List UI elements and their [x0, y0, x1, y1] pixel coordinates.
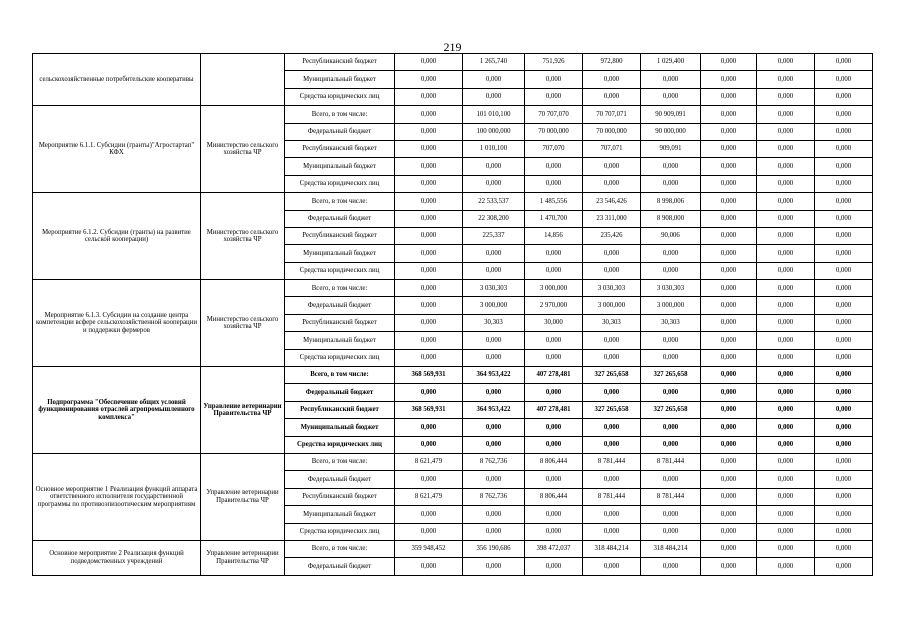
funding-source-cell: Республиканский бюджет — [285, 314, 395, 331]
amount-cell: 0,000 — [525, 506, 583, 523]
amount-cell: 0,000 — [525, 436, 583, 453]
amount-cell: 0,000 — [463, 436, 525, 453]
table-row — [33, 453, 873, 470]
amount-cell: 0,000 — [641, 506, 701, 523]
amount-cell: 0,000 — [395, 245, 463, 262]
amount-cell: 0,000 — [463, 419, 525, 436]
amount-cell: 751,926 — [525, 54, 583, 71]
amount-cell: 0,000 — [757, 506, 815, 523]
amount-cell: 972,800 — [583, 54, 641, 71]
funding-source-cell: Федеральный бюджет — [285, 210, 395, 227]
amount-cell: 70 000,000 — [525, 123, 583, 140]
amount-cell: 8 806,444 — [525, 488, 583, 505]
funding-source-cell: Федеральный бюджет — [285, 297, 395, 314]
funding-source-cell: Федеральный бюджет — [285, 558, 395, 575]
amount-cell: 0,000 — [815, 453, 873, 470]
amount-cell: 0,000 — [525, 158, 583, 175]
amount-cell: 22 308,200 — [463, 210, 525, 227]
amount-cell: 0,000 — [583, 349, 641, 366]
amount-cell: 364 953,422 — [463, 401, 525, 418]
amount-cell: 0,000 — [815, 471, 873, 488]
amount-cell: 1 470,700 — [525, 210, 583, 227]
amount-cell: 0,000 — [815, 280, 873, 297]
amount-cell: 0,000 — [525, 419, 583, 436]
amount-cell: 0,000 — [641, 175, 701, 192]
amount-cell: 0,000 — [757, 123, 815, 140]
funding-source-cell: Всего, в том числе: — [285, 106, 395, 123]
amount-cell: 2 970,000 — [525, 297, 583, 314]
amount-cell: 0,000 — [815, 384, 873, 401]
table-row — [33, 367, 873, 384]
amount-cell: 0,000 — [395, 158, 463, 175]
amount-cell: 0,000 — [815, 158, 873, 175]
amount-cell: 0,000 — [757, 558, 815, 575]
funding-source-cell: Средства юридических лиц — [285, 262, 395, 279]
amount-cell: 0,000 — [815, 262, 873, 279]
amount-cell: 30,303 — [463, 314, 525, 331]
executor-cell: Управление ветеринарии Правительства ЧР — [201, 367, 285, 454]
amount-cell: 0,000 — [701, 471, 757, 488]
amount-cell: 327 265,658 — [583, 367, 641, 384]
amount-cell: 0,000 — [701, 123, 757, 140]
amount-cell: 0,000 — [583, 245, 641, 262]
amount-cell: 8 762,736 — [463, 488, 525, 505]
event-name-cell: Мероприятие 6.1.2. Субсидии (гранты) на развитие сельской кооперации) — [33, 193, 201, 280]
amount-cell: 0,000 — [641, 332, 701, 349]
amount-cell: 8 621,479 — [395, 488, 463, 505]
amount-cell: 8 781,444 — [641, 488, 701, 505]
amount-cell: 0,000 — [701, 453, 757, 470]
amount-cell: 398 472,037 — [525, 540, 583, 557]
amount-cell: 23 311,000 — [583, 210, 641, 227]
amount-cell: 30,303 — [641, 314, 701, 331]
amount-cell: 0,000 — [583, 88, 641, 105]
amount-cell: 0,000 — [701, 506, 757, 523]
amount-cell: 0,000 — [757, 54, 815, 71]
amount-cell: 1 485,556 — [525, 193, 583, 210]
amount-cell: 0,000 — [701, 106, 757, 123]
amount-cell: 0,000 — [525, 471, 583, 488]
amount-cell: 0,000 — [757, 367, 815, 384]
amount-cell: 0,000 — [757, 540, 815, 557]
amount-cell: 0,000 — [757, 262, 815, 279]
amount-cell: 0,000 — [641, 558, 701, 575]
amount-cell: 0,000 — [757, 523, 815, 540]
table-row — [33, 106, 873, 123]
funding-source-cell: Всего, в том числе: — [285, 453, 395, 470]
table-row — [33, 540, 873, 557]
amount-cell: 0,000 — [757, 314, 815, 331]
amount-cell: 0,000 — [395, 71, 463, 88]
amount-cell: 0,000 — [757, 297, 815, 314]
amount-cell: 0,000 — [757, 419, 815, 436]
funding-source-cell: Республиканский бюджет — [285, 54, 395, 71]
amount-cell: 0,000 — [583, 71, 641, 88]
amount-cell: 0,000 — [463, 558, 525, 575]
amount-cell: 0,000 — [641, 262, 701, 279]
amount-cell: 0,000 — [641, 88, 701, 105]
amount-cell: 0,000 — [395, 436, 463, 453]
amount-cell: 0,000 — [757, 488, 815, 505]
amount-cell: 0,000 — [815, 349, 873, 366]
event-name-cell: Мероприятие 6.1.3. Субсидии на создание центра компетенции всфере сельскохозяйственной кооперации и поддержки фермеров — [33, 280, 201, 367]
amount-cell: 0,000 — [757, 280, 815, 297]
funding-source-cell: Федеральный бюджет — [285, 123, 395, 140]
amount-cell: 0,000 — [701, 88, 757, 105]
amount-cell: 0,000 — [395, 297, 463, 314]
amount-cell: 0,000 — [701, 540, 757, 557]
amount-cell: 0,000 — [525, 523, 583, 540]
amount-cell: 0,000 — [757, 158, 815, 175]
amount-cell: 0,000 — [395, 506, 463, 523]
amount-cell: 0,000 — [641, 245, 701, 262]
amount-cell: 0,000 — [395, 349, 463, 366]
amount-cell: 23 546,426 — [583, 193, 641, 210]
amount-cell: 0,000 — [583, 419, 641, 436]
funding-source-cell: Муниципальный бюджет — [285, 71, 395, 88]
amount-cell: 0,000 — [525, 558, 583, 575]
amount-cell: 90 909,091 — [641, 106, 701, 123]
amount-cell: 0,000 — [757, 140, 815, 157]
amount-cell: 0,000 — [815, 71, 873, 88]
amount-cell: 8 781,444 — [583, 453, 641, 470]
funding-source-cell: Республиканский бюджет — [285, 140, 395, 157]
amount-cell: 0,000 — [815, 54, 873, 71]
funding-source-cell: Всего, в том числе: — [285, 540, 395, 557]
amount-cell: 0,000 — [463, 245, 525, 262]
amount-cell: 0,000 — [701, 227, 757, 244]
table-row — [33, 280, 873, 297]
amount-cell: 70 707,070 — [525, 106, 583, 123]
amount-cell: 909,091 — [641, 140, 701, 157]
amount-cell: 0,000 — [463, 506, 525, 523]
amount-cell: 90,006 — [641, 227, 701, 244]
amount-cell: 100 000,000 — [463, 123, 525, 140]
amount-cell: 22 533,537 — [463, 193, 525, 210]
amount-cell: 0,000 — [815, 314, 873, 331]
amount-cell: 0,000 — [815, 558, 873, 575]
amount-cell: 0,000 — [525, 88, 583, 105]
amount-cell: 0,000 — [583, 384, 641, 401]
amount-cell: 0,000 — [701, 436, 757, 453]
amount-cell: 0,000 — [395, 106, 463, 123]
table-row — [33, 193, 873, 210]
amount-cell: 0,000 — [815, 106, 873, 123]
amount-cell: 0,000 — [583, 506, 641, 523]
amount-cell: 0,000 — [701, 401, 757, 418]
event-name-cell: Мероприятие 6.1.1. Субсидии (гранты)"Агростартап" КФХ — [33, 106, 201, 193]
amount-cell: 0,000 — [815, 140, 873, 157]
amount-cell: 1 265,740 — [463, 54, 525, 71]
executor-cell: Министерство сельского хозяйства ЧР — [201, 193, 285, 280]
funding-source-cell: Средства юридических лиц — [285, 436, 395, 453]
amount-cell: 0,000 — [525, 71, 583, 88]
amount-cell: 0,000 — [757, 332, 815, 349]
amount-cell: 0,000 — [757, 453, 815, 470]
funding-source-cell: Муниципальный бюджет — [285, 332, 395, 349]
amount-cell: 0,000 — [395, 88, 463, 105]
amount-cell: 0,000 — [701, 384, 757, 401]
amount-cell: 407 278,481 — [525, 367, 583, 384]
amount-cell: 3 000,000 — [463, 297, 525, 314]
amount-cell: 0,000 — [525, 384, 583, 401]
amount-cell: 3 000,000 — [525, 280, 583, 297]
amount-cell: 0,000 — [757, 227, 815, 244]
amount-cell: 70 000,000 — [583, 123, 641, 140]
amount-cell: 8 781,444 — [583, 488, 641, 505]
amount-cell: 0,000 — [463, 175, 525, 192]
amount-cell: 0,000 — [757, 193, 815, 210]
amount-cell: 0,000 — [701, 54, 757, 71]
amount-cell: 14,856 — [525, 227, 583, 244]
amount-cell: 0,000 — [701, 419, 757, 436]
amount-cell: 0,000 — [463, 349, 525, 366]
amount-cell: 0,000 — [395, 262, 463, 279]
amount-cell: 707,071 — [583, 140, 641, 157]
amount-cell: 0,000 — [815, 245, 873, 262]
funding-source-cell: Всего, в том числе: — [285, 367, 395, 384]
amount-cell: 0,000 — [701, 140, 757, 157]
amount-cell: 0,000 — [815, 123, 873, 140]
amount-cell: 0,000 — [701, 558, 757, 575]
amount-cell: 0,000 — [815, 401, 873, 418]
funding-source-cell: Республиканский бюджет — [285, 401, 395, 418]
amount-cell: 0,000 — [701, 367, 757, 384]
amount-cell: 0,000 — [641, 436, 701, 453]
amount-cell: 30,000 — [525, 314, 583, 331]
event-name-cell: Основное мероприятие 1 Реализация функций аппарата ответственного исполнителя государственной программы по противоэпизоотическим мероприятиям — [33, 453, 201, 540]
event-name-cell: Основное мероприятие 2 Реализация функций подведомственных учреждений — [33, 540, 201, 575]
amount-cell: 0,000 — [641, 419, 701, 436]
amount-cell: 0,000 — [815, 88, 873, 105]
amount-cell: 0,000 — [701, 175, 757, 192]
budget-table — [32, 53, 873, 576]
amount-cell: 0,000 — [395, 123, 463, 140]
funding-source-cell: Муниципальный бюджет — [285, 419, 395, 436]
amount-cell: 0,000 — [525, 175, 583, 192]
amount-cell: 0,000 — [757, 71, 815, 88]
event-name-cell: Подпрограмма "Обеспечение общих условий функционирования отраслей агропромышленного комплекса" — [33, 367, 201, 454]
amount-cell: 0,000 — [463, 262, 525, 279]
amount-cell: 0,000 — [815, 297, 873, 314]
amount-cell: 0,000 — [757, 175, 815, 192]
amount-cell: 0,000 — [641, 349, 701, 366]
amount-cell: 0,000 — [757, 210, 815, 227]
amount-cell: 359 948,452 — [395, 540, 463, 557]
amount-cell: 0,000 — [463, 88, 525, 105]
amount-cell: 0,000 — [525, 262, 583, 279]
amount-cell: 0,000 — [395, 210, 463, 227]
amount-cell: 0,000 — [757, 245, 815, 262]
amount-cell: 0,000 — [701, 262, 757, 279]
amount-cell: 225,337 — [463, 227, 525, 244]
amount-cell: 0,000 — [701, 488, 757, 505]
amount-cell: 0,000 — [641, 523, 701, 540]
amount-cell: 0,000 — [463, 158, 525, 175]
amount-cell: 0,000 — [583, 558, 641, 575]
funding-source-cell: Федеральный бюджет — [285, 384, 395, 401]
funding-source-cell: Средства юридических лиц — [285, 523, 395, 540]
amount-cell: 0,000 — [815, 332, 873, 349]
table-row — [33, 54, 873, 71]
amount-cell: 0,000 — [815, 488, 873, 505]
amount-cell: 0,000 — [583, 471, 641, 488]
amount-cell: 0,000 — [395, 314, 463, 331]
amount-cell: 318 484,214 — [641, 540, 701, 557]
funding-source-cell: Муниципальный бюджет — [285, 506, 395, 523]
funding-source-cell: Средства юридических лиц — [285, 175, 395, 192]
amount-cell: 0,000 — [701, 349, 757, 366]
amount-cell: 0,000 — [525, 245, 583, 262]
amount-cell: 8 998,006 — [641, 193, 701, 210]
amount-cell: 0,000 — [757, 471, 815, 488]
amount-cell: 0,000 — [701, 245, 757, 262]
amount-cell: 0,000 — [757, 88, 815, 105]
amount-cell: 1 010,100 — [463, 140, 525, 157]
amount-cell: 0,000 — [815, 175, 873, 192]
amount-cell: 0,000 — [757, 106, 815, 123]
amount-cell: 8 762,736 — [463, 453, 525, 470]
funding-source-cell: Республиканский бюджет — [285, 488, 395, 505]
page-number: 219 — [443, 40, 462, 54]
amount-cell: 0,000 — [701, 280, 757, 297]
amount-cell: 707,070 — [525, 140, 583, 157]
executor-cell — [201, 54, 285, 106]
amount-cell: 90 000,000 — [641, 123, 701, 140]
funding-source-cell: Федеральный бюджет — [285, 471, 395, 488]
amount-cell: 0,000 — [463, 71, 525, 88]
amount-cell: 8 621,479 — [395, 453, 463, 470]
amount-cell: 0,000 — [583, 332, 641, 349]
amount-cell: 0,000 — [757, 384, 815, 401]
amount-cell: 368 569,931 — [395, 401, 463, 418]
amount-cell: 327 265,658 — [641, 367, 701, 384]
amount-cell: 0,000 — [701, 158, 757, 175]
amount-cell: 0,000 — [583, 523, 641, 540]
amount-cell: 235,426 — [583, 227, 641, 244]
amount-cell: 0,000 — [583, 436, 641, 453]
amount-cell: 3 000,000 — [583, 297, 641, 314]
amount-cell: 0,000 — [815, 367, 873, 384]
amount-cell: 0,000 — [757, 436, 815, 453]
amount-cell: 0,000 — [757, 401, 815, 418]
amount-cell: 0,000 — [463, 384, 525, 401]
funding-source-cell: Республиканский бюджет — [285, 227, 395, 244]
executor-cell: Министерство сельского хозяйства ЧР — [201, 280, 285, 367]
amount-cell: 0,000 — [525, 349, 583, 366]
funding-source-cell: Средства юридических лиц — [285, 88, 395, 105]
amount-cell: 3 000,000 — [641, 297, 701, 314]
amount-cell: 0,000 — [815, 210, 873, 227]
amount-cell: 407 278,481 — [525, 401, 583, 418]
amount-cell: 3 030,303 — [583, 280, 641, 297]
amount-cell: 30,303 — [583, 314, 641, 331]
amount-cell: 0,000 — [815, 523, 873, 540]
amount-cell: 0,000 — [815, 227, 873, 244]
amount-cell: 0,000 — [815, 193, 873, 210]
amount-cell: 1 029,400 — [641, 54, 701, 71]
amount-cell: 0,000 — [583, 175, 641, 192]
amount-cell: 0,000 — [641, 158, 701, 175]
amount-cell: 327 265,658 — [641, 401, 701, 418]
amount-cell: 70 707,071 — [583, 106, 641, 123]
funding-source-cell: Всего, в том числе: — [285, 280, 395, 297]
amount-cell: 318 484,214 — [583, 540, 641, 557]
amount-cell: 0,000 — [395, 227, 463, 244]
amount-cell: 0,000 — [701, 523, 757, 540]
amount-cell: 0,000 — [701, 210, 757, 227]
amount-cell: 0,000 — [701, 193, 757, 210]
event-name-cell: сельскохозяйственные потребительские кооперативы — [33, 54, 201, 106]
executor-cell: Управление ветеринарии Правительства ЧР — [201, 540, 285, 575]
amount-cell: 0,000 — [525, 332, 583, 349]
amount-cell: 368 569,931 — [395, 367, 463, 384]
amount-cell: 0,000 — [395, 419, 463, 436]
amount-cell: 0,000 — [641, 71, 701, 88]
amount-cell: 0,000 — [463, 471, 525, 488]
amount-cell: 0,000 — [815, 540, 873, 557]
amount-cell: 0,000 — [395, 332, 463, 349]
amount-cell: 0,000 — [395, 140, 463, 157]
amount-cell: 0,000 — [463, 523, 525, 540]
amount-cell: 0,000 — [395, 193, 463, 210]
amount-cell: 0,000 — [757, 349, 815, 366]
amount-cell: 0,000 — [395, 471, 463, 488]
amount-cell: 8 806,444 — [525, 453, 583, 470]
amount-cell: 3 030,303 — [463, 280, 525, 297]
amount-cell: 0,000 — [395, 523, 463, 540]
amount-cell: 0,000 — [395, 558, 463, 575]
amount-cell: 356 190,686 — [463, 540, 525, 557]
amount-cell: 8 781,444 — [641, 453, 701, 470]
amount-cell: 0,000 — [815, 506, 873, 523]
amount-cell: 0,000 — [641, 384, 701, 401]
funding-source-cell: Средства юридических лиц — [285, 349, 395, 366]
amount-cell: 327 265,658 — [583, 401, 641, 418]
amount-cell: 8 908,000 — [641, 210, 701, 227]
executor-cell: Управление ветеринарии Правительства ЧР — [201, 453, 285, 540]
amount-cell: 3 030,303 — [641, 280, 701, 297]
amount-cell: 364 953,422 — [463, 367, 525, 384]
amount-cell: 101 010,100 — [463, 106, 525, 123]
amount-cell: 0,000 — [701, 71, 757, 88]
funding-source-cell: Всего, в том числе: — [285, 193, 395, 210]
funding-source-cell: Муниципальный бюджет — [285, 158, 395, 175]
amount-cell: 0,000 — [395, 384, 463, 401]
amount-cell: 0,000 — [701, 332, 757, 349]
executor-cell: Министерство сельского хозяйства ЧР — [201, 106, 285, 193]
amount-cell: 0,000 — [583, 158, 641, 175]
amount-cell: 0,000 — [815, 419, 873, 436]
amount-cell: 0,000 — [583, 262, 641, 279]
amount-cell: 0,000 — [395, 54, 463, 71]
amount-cell: 0,000 — [395, 280, 463, 297]
amount-cell: 0,000 — [815, 436, 873, 453]
amount-cell: 0,000 — [463, 332, 525, 349]
funding-source-cell: Муниципальный бюджет — [285, 245, 395, 262]
amount-cell: 0,000 — [395, 175, 463, 192]
amount-cell: 0,000 — [701, 314, 757, 331]
amount-cell: 0,000 — [641, 471, 701, 488]
amount-cell: 0,000 — [701, 297, 757, 314]
